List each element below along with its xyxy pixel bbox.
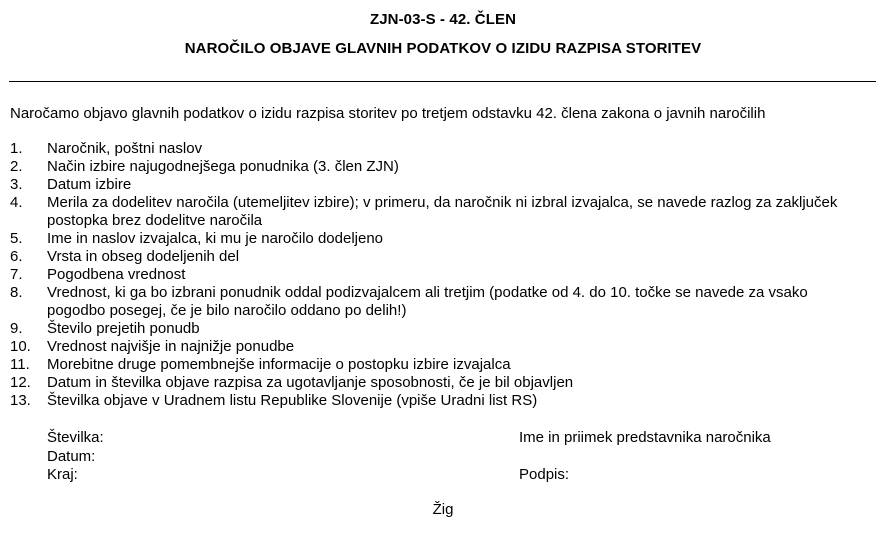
footer-left xyxy=(47,429,104,485)
item-text: Ime in naslov izvajalca, ki mu je naročilo dodeljeno xyxy=(47,230,384,247)
item-number: 12. xyxy=(10,374,31,391)
item-number: 2. xyxy=(10,158,23,175)
item-number: 9. xyxy=(10,320,23,337)
place-label: Kraj: xyxy=(47,466,78,483)
list-item xyxy=(10,338,870,356)
item-text: Vrednost najvišje in najnižje ponudbe xyxy=(47,338,295,355)
item-text: Vrsta in obseg dodeljenih del xyxy=(47,248,240,265)
spacer xyxy=(519,448,771,467)
list-item xyxy=(10,284,870,320)
list-item xyxy=(10,266,870,284)
list-item xyxy=(10,176,870,194)
item-text: Merila za dodelitev naročila (utemeljitev izbire); v primeru, da naročnik ni izbral izvajalca, se navede razlog za zaključek postopka brez dodelitve naročila xyxy=(47,194,838,229)
list-item xyxy=(10,140,870,158)
list-item xyxy=(10,374,870,392)
item-number: 8. xyxy=(10,284,23,301)
item-number: 11. xyxy=(10,356,30,373)
representative-label: Ime in priimek predstavnika naročnika xyxy=(519,429,771,446)
item-number: 10. xyxy=(10,338,31,355)
item-number: 1. xyxy=(10,140,23,157)
intro-text: Naročamo objavo glavnih podatkov o izidu razpisa storitev po tretjem odstavku 42. člena zakona o javnih naročilih xyxy=(10,105,766,122)
item-text: Pogodbena vrednost xyxy=(47,266,186,283)
list-item xyxy=(10,392,870,410)
item-text: Datum izbire xyxy=(47,176,132,193)
requirements-list xyxy=(10,140,870,410)
signature-label: Podpis: xyxy=(519,466,570,483)
form-title: NAROČILO OBJAVE GLAVNIH PODATKOV O IZIDU RAZPISA STORITEV xyxy=(184,40,702,57)
item-text: Način izbire najugodnejšega ponudnika (3. člen ZJN) xyxy=(47,158,399,175)
horizontal-divider xyxy=(9,81,876,82)
list-item xyxy=(10,158,870,176)
item-text: Datum in številka objave razpisa za ugotavljanje sposobnosti, če je bil objavljen xyxy=(47,374,574,391)
seal-label: Žig xyxy=(432,501,454,518)
list-item xyxy=(10,356,870,374)
list-item xyxy=(10,320,870,338)
item-text: Številka objave v Uradnem listu Republike Slovenije (vpiše Uradni list RS) xyxy=(47,392,538,409)
item-text: Število prejetih ponudb xyxy=(47,320,200,337)
item-number: 6. xyxy=(10,248,23,265)
form-code: ZJN-03-S - 42. ČLEN xyxy=(369,11,517,28)
date-label: Datum: xyxy=(47,447,96,465)
footer-right xyxy=(519,429,771,485)
item-number: 4. xyxy=(10,194,23,211)
item-number: 5. xyxy=(10,230,23,247)
item-number: 3. xyxy=(10,176,23,193)
item-text: Vrednost, ki ga bo izbrani ponudnik oddal podizvajalcem ali tretjim (podatke od 4. do 10. točke se navede za vsako pogodbo posegej, če je bilo naročilo oddano po delih!) xyxy=(47,284,808,319)
item-number: 13. xyxy=(10,392,31,409)
list-item xyxy=(10,194,870,230)
list-item xyxy=(10,230,870,248)
item-text: Naročnik, poštni naslov xyxy=(47,140,203,157)
number-label: Številka: xyxy=(47,429,104,446)
item-text: Morebitne druge pomembnejše informacije o postopku izbire izvajalca xyxy=(47,356,511,373)
item-number: 7. xyxy=(10,266,23,283)
list-item xyxy=(10,248,870,266)
